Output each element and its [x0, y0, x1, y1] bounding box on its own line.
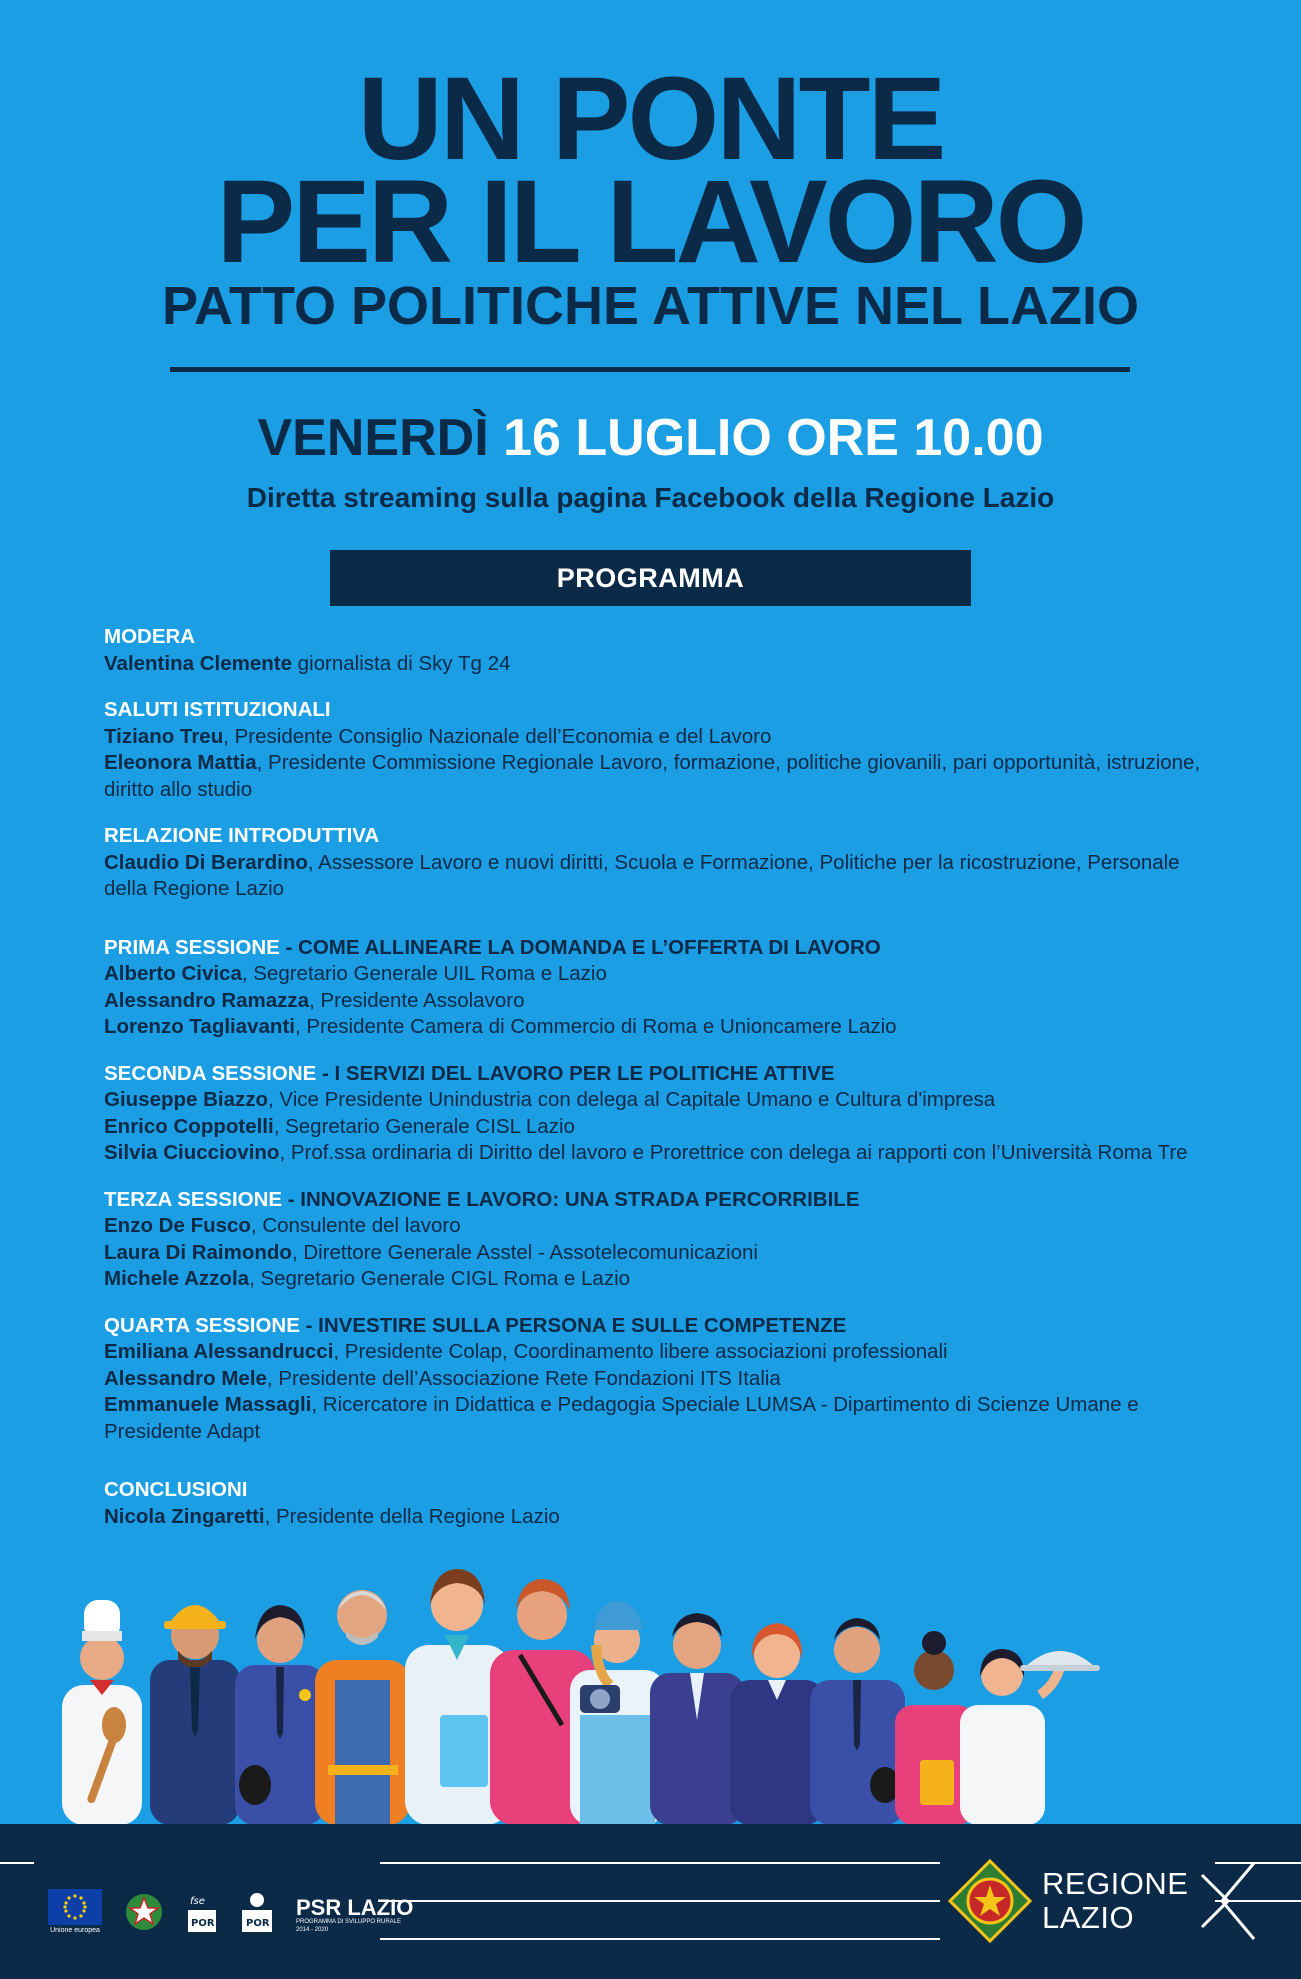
speaker-role: , Ricercatore in Didattica e Pedagogia Speciale LUMSA - Dipartimento di Scienze Umane e Presidente Adapt	[104, 1393, 1139, 1443]
speaker-name: Michele Azzola	[104, 1267, 250, 1290]
psr-label: PSR LAZIO	[296, 1895, 414, 1920]
psr-sub: PROGRAMMA DI SVILUPPO RURALE	[296, 1919, 402, 1925]
speaker	[104, 1339, 1204, 1366]
section-prima-sessione	[104, 935, 1204, 1041]
section-title	[104, 1187, 1204, 1214]
speaker-name: Emiliana Alessandrucci	[104, 1340, 334, 1363]
speaker	[104, 1140, 1204, 1167]
italian-emblem-icon	[124, 1890, 164, 1934]
footer-line	[380, 1900, 940, 1902]
section-title: SALUTI ISTITUZIONALI	[104, 698, 331, 721]
fse-por-logo-icon	[186, 1890, 218, 1934]
speaker	[104, 1366, 1204, 1393]
waitress-figure	[960, 1649, 1100, 1825]
speaker-role: , Assessore Lavoro e nuovi diritti, Scuola e Formazione, Politiche per la ricostruzione, Personale della Regione Lazio	[104, 850, 1180, 900]
section-title: CONCLUSIONI	[104, 1478, 248, 1501]
regione-lazio-text	[1042, 1867, 1188, 1935]
speaker-role: giornalista di Sky Tg 24	[291, 651, 511, 675]
section-title: RELAZIONE INTRODUTTIVA	[104, 824, 380, 847]
speaker-name: Valentina Clemente	[104, 651, 292, 675]
speaker	[104, 750, 1204, 803]
section-relazione	[104, 823, 1204, 903]
speaker	[104, 1504, 1204, 1531]
session-topic: - I SERVIZI DEL LAVORO PER LE POLITICHE ATTIVE	[316, 1061, 835, 1085]
section-saluti	[104, 697, 1204, 803]
speaker-name: Enzo De Fusco	[104, 1214, 251, 1237]
speaker-role: , Presidente Colap, Coordinamento libere associazioni professionali	[333, 1340, 948, 1363]
speaker-name: Lorenzo Tagliavanti	[104, 1015, 295, 1038]
speaker-name: Emmanuele Massagli	[104, 1393, 312, 1416]
speaker	[104, 1014, 1204, 1041]
speaker	[104, 1087, 1204, 1114]
speaker-role: , Presidente Assolavoro	[309, 988, 525, 1012]
speaker-name: Giuseppe Biazzo	[104, 1088, 269, 1111]
speaker-role: , Presidente della Regione Lazio	[264, 1504, 560, 1528]
svg-text:fse: fse	[190, 1896, 205, 1907]
eu-flag-icon	[48, 1889, 102, 1925]
section-seconda-sessione	[104, 1061, 1204, 1167]
section-title	[104, 935, 1204, 962]
regione-lazio-crest-icon	[948, 1859, 1032, 1943]
speaker-name: Alberto Civica	[104, 962, 242, 985]
svg-text:POR: POR	[191, 1918, 215, 1929]
speaker-name: Alessandro Ramazza	[104, 988, 310, 1012]
speaker-role: , Segretario Generale CIGL Roma e Lazio	[249, 1267, 631, 1290]
speaker-role: , Prof.ssa ordinaria di Diritto del lavoro e Prorettrice con delega ai rapporti con l’Università Roma Tre	[279, 1141, 1188, 1164]
speaker	[104, 961, 1204, 988]
speaker	[104, 1392, 1204, 1445]
session-label: TERZA SESSIONE	[104, 1187, 283, 1211]
speaker-name: Alessandro Mele	[104, 1366, 267, 1390]
session-topic: - INVESTIRE SULLA PERSONA E SULLE COMPETENZE	[299, 1313, 847, 1337]
section-terza-sessione	[104, 1187, 1204, 1293]
speaker-name: Silvia Ciucciovino	[104, 1141, 280, 1164]
section-conclusioni	[104, 1477, 1204, 1530]
streaming-info: Diretta streaming sulla pagina Facebook della Regione Lazio	[246, 482, 1055, 513]
speaker-name: Tiziano Treu	[104, 724, 224, 748]
session-topic: - INNOVAZIONE E LAVORO: UNA STRADA PERCORRIBILE	[282, 1187, 860, 1211]
section-title	[104, 1313, 1204, 1340]
speaker	[104, 1114, 1204, 1141]
speaker	[104, 1266, 1204, 1293]
partner-logos	[48, 1878, 413, 1934]
section-modera	[104, 624, 1204, 677]
speaker	[104, 724, 1204, 751]
speaker	[104, 1213, 1204, 1240]
date-time: 16 LUGLIO ORE 10.00	[503, 409, 1044, 467]
session-label: PRIMA SESSIONE	[104, 935, 280, 959]
svg-text:POR: POR	[246, 1918, 270, 1929]
speaker-name: Eleonora Mattia	[104, 751, 257, 774]
subtitle: PATTO POLITICHE ATTIVE NEL LAZIO	[161, 276, 1139, 336]
psr-lazio-logo	[296, 1895, 414, 1934]
regione-lazio-logo	[948, 1858, 1258, 1944]
chef-figure	[62, 1600, 142, 1825]
workers-illustration	[50, 1555, 1250, 1825]
footer-line	[380, 1862, 940, 1864]
mechanic-figure	[315, 1590, 410, 1825]
footer-line	[0, 1862, 34, 1864]
speaker-role: , Presidente Camera di Commercio di Roma e Unioncamere Lazio	[294, 1015, 897, 1038]
speaker	[104, 1240, 1204, 1267]
speaker-role: , Presidente Consiglio Nazionale dell’Economia e del Lavoro	[223, 724, 772, 748]
speaker-role: , Segretario Generale CISL Lazio	[273, 1114, 575, 1138]
section-title: MODERA	[104, 625, 196, 648]
speaker	[104, 850, 1204, 903]
security-figure	[810, 1618, 905, 1825]
chevron-x-icon	[1198, 1859, 1258, 1943]
regione-line-2: LAZIO	[1042, 1900, 1135, 1935]
speaker-role: , Vice Presidente Unindustria con delega al Capitale Umano e Cultura d'impresa	[268, 1088, 996, 1111]
speaker-role: , Consulente del lavoro	[250, 1214, 461, 1237]
session-label: QUARTA SESSIONE	[104, 1313, 300, 1337]
speaker-name: Laura Di Raimondo	[104, 1240, 292, 1264]
speaker-role: , Segretario Generale UIL Roma e Lazio	[241, 962, 607, 985]
speaker-name: Nicola Zingaretti	[104, 1504, 265, 1528]
date-day: VENERDÌ	[257, 409, 489, 467]
speaker-name: Enrico Coppotelli	[104, 1114, 274, 1138]
speaker-role: , Presidente Commissione Regionale Lavoro, formazione, politiche giovanili, pari opportunità, istruzione, diritto allo studio	[104, 751, 1201, 801]
speaker-role: , Direttore Generale Asstel - Assotelecomunicazioni	[291, 1240, 758, 1264]
footer-line	[380, 1938, 940, 1940]
eu-logo	[48, 1889, 102, 1934]
officer-figure	[235, 1605, 325, 1825]
speaker	[104, 988, 1204, 1015]
fesr-por-logo-icon	[240, 1890, 274, 1934]
program-header	[330, 550, 971, 606]
speaker-role: , Presidente dell’Associazione Rete Fondazioni ITS Italia	[266, 1366, 781, 1390]
speaker-name: Claudio Di Berardino	[104, 850, 308, 874]
session-label: SECONDA SESSIONE	[104, 1061, 317, 1085]
eu-label: Unione europea	[50, 1927, 100, 1934]
speaker	[104, 651, 1204, 678]
builder-figure	[150, 1605, 240, 1825]
divider	[170, 367, 1130, 372]
program-list	[104, 624, 1204, 1550]
psr-years: 2014 - 2020	[296, 1927, 329, 1933]
regione-line-1: REGIONE	[1042, 1866, 1189, 1901]
session-topic: - COME ALLINEARE LA DOMANDA E L’OFFERTA DI LAVORO	[279, 935, 881, 959]
event-date	[0, 408, 1301, 468]
program-label: PROGRAMMA	[556, 562, 745, 593]
title-line-2: PER IL LAVORO	[216, 156, 1085, 288]
section-title	[104, 1061, 1204, 1088]
section-quarta-sessione	[104, 1313, 1204, 1446]
title-line-1: UN PONTE	[357, 53, 944, 185]
